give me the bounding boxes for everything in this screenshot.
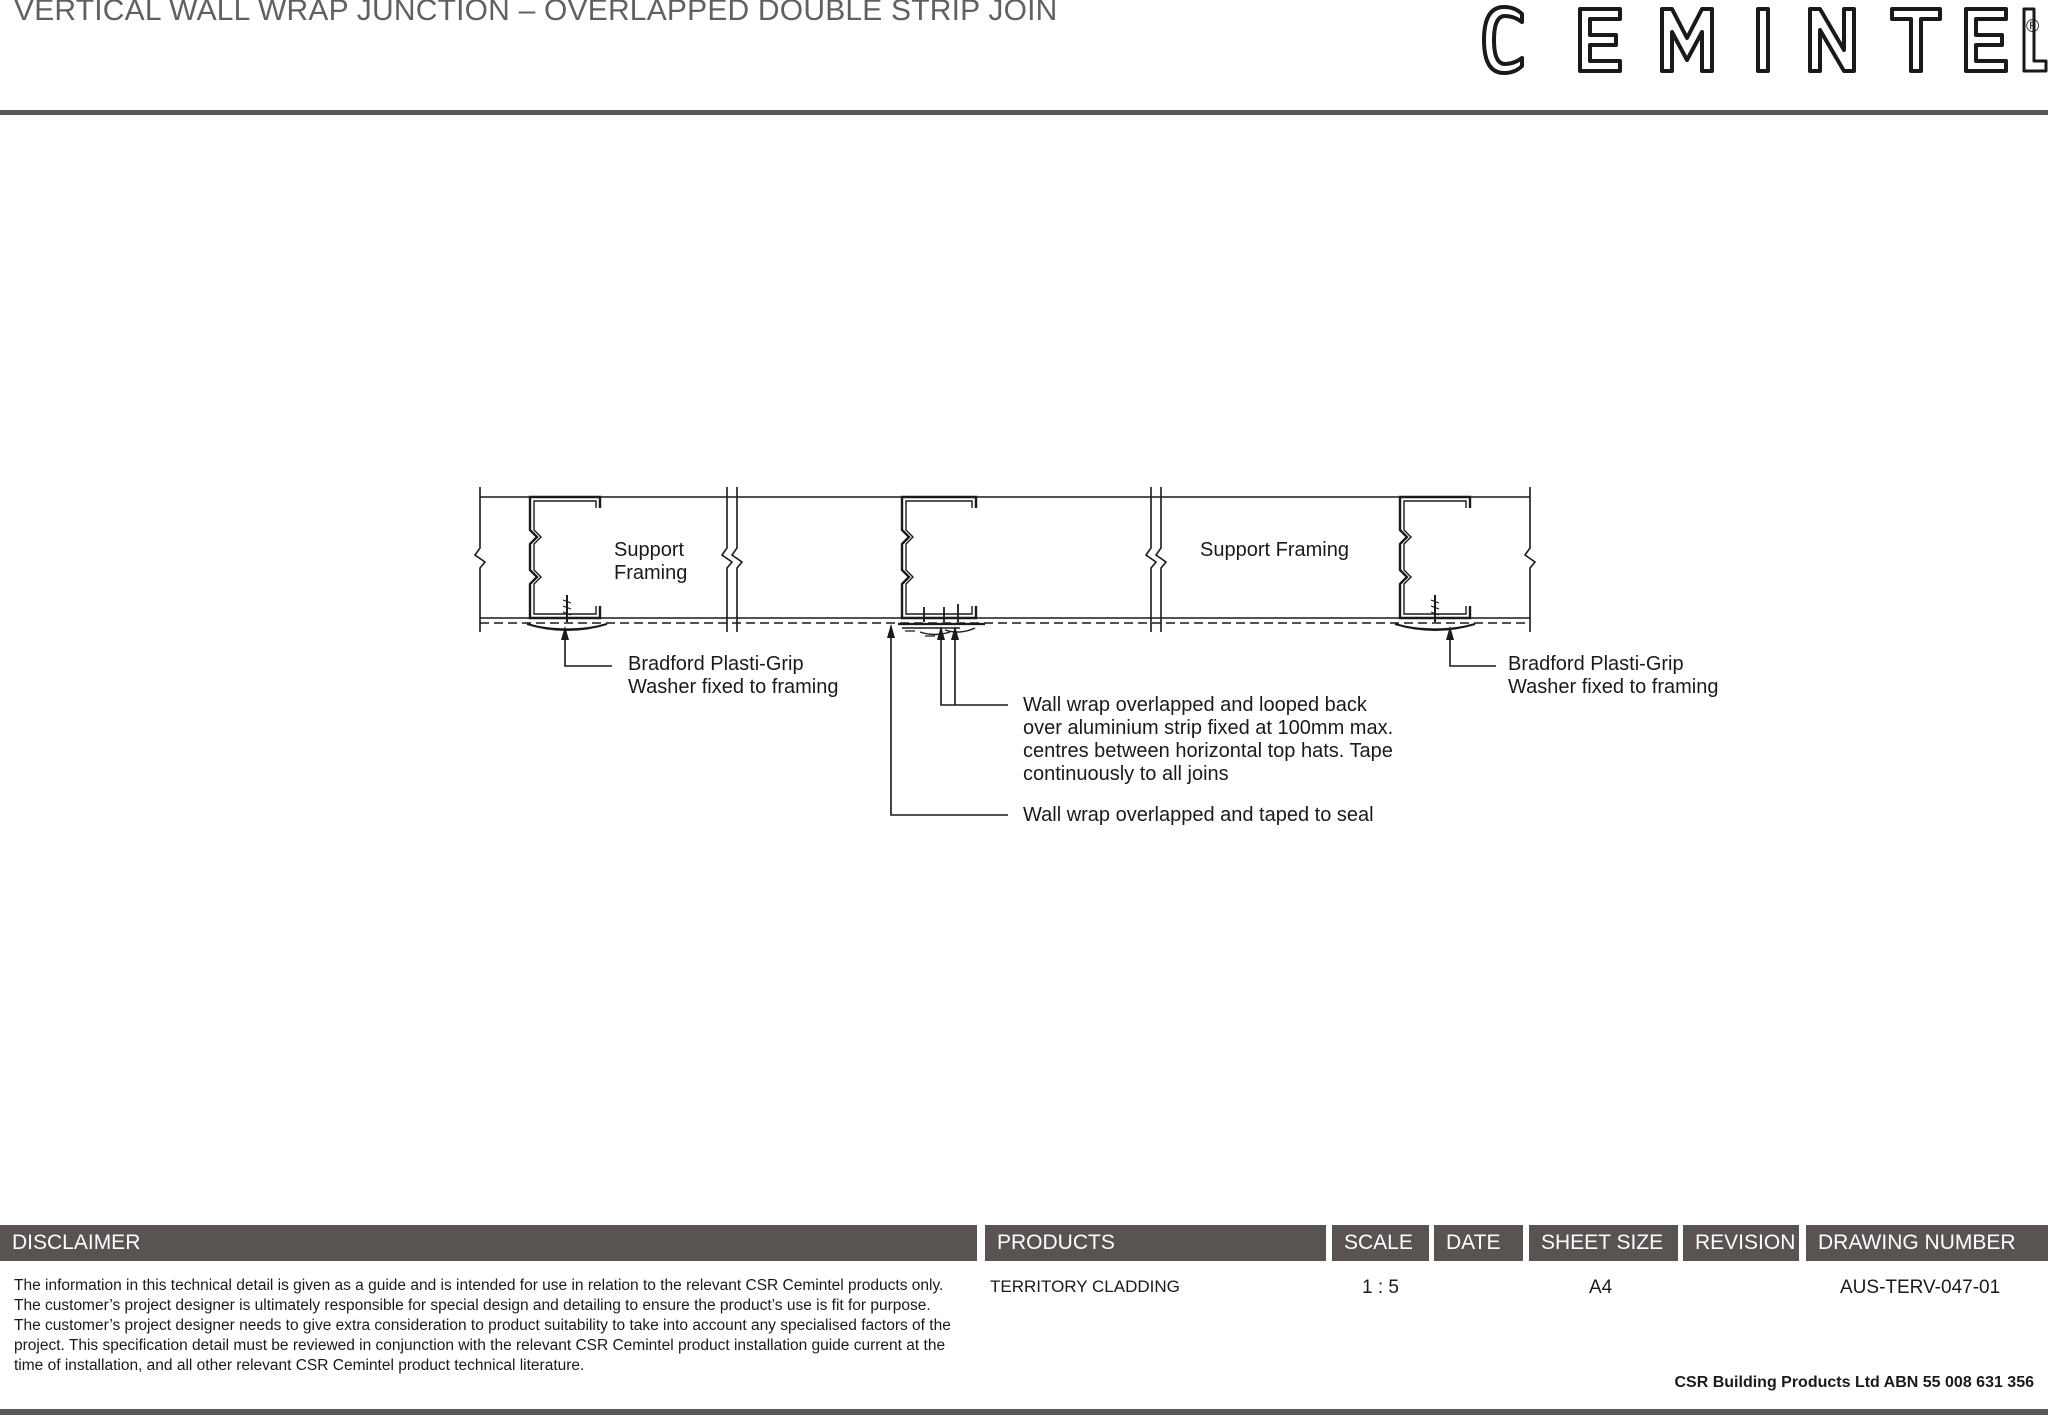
break-line-2a (1146, 487, 1156, 632)
products-value: TERRITORY CLADDING (990, 1277, 1180, 1296)
sheet-size-value: A4 (1589, 1277, 1613, 1298)
leader-washer-right (1450, 628, 1496, 666)
scale-value: 1 : 5 (1362, 1277, 1399, 1298)
header-revision: REVISION (1683, 1225, 1799, 1261)
header-scale: SCALE (1332, 1225, 1429, 1261)
header-date: DATE (1434, 1225, 1523, 1261)
break-line-right (1525, 487, 1535, 632)
header-products: PRODUCTS (985, 1225, 1326, 1261)
callout-taped-seal: Wall wrap overlapped and taped to seal (1023, 804, 1374, 826)
callout-washer-left: Bradford Plasti-Grip Washer fixed to framing (628, 653, 839, 698)
break-line-1a (722, 487, 732, 632)
channel-middle (902, 497, 976, 618)
channel-left (530, 497, 600, 618)
drawing-number-value: AUS-TERV-047-01 (1840, 1277, 2001, 1298)
header-sheet-size: SHEET SIZE (1529, 1225, 1678, 1261)
leader-looped (941, 628, 1008, 705)
break-line-2b (1156, 487, 1166, 632)
leader-washer-left (565, 628, 612, 666)
footer-rule (0, 1409, 2048, 1415)
label-support-framing-right: Support Framing (1200, 539, 1349, 561)
company-abn: CSR Building Products Ltd ABN 55 008 631 356 (1674, 1374, 2034, 1391)
callout-looped-strip: Wall wrap overlapped and looped back over aluminium strip fixed at 100mm max. centres between horizontal top hats. Tape continuously to all joins (1023, 694, 1394, 785)
drawing-title: VERTICAL WALL WRAP JUNCTION – OVERLAPPED DOUBLE STRIP JOIN (14, 0, 1058, 27)
header-disclaimer: DISCLAIMER (0, 1225, 977, 1261)
screw-left (527, 595, 607, 630)
callout-washer-right: Bradford Plasti-Grip Washer fixed to framing (1508, 653, 1719, 698)
label-support-framing-left: Support Framing (614, 539, 688, 584)
leader-taped (891, 626, 1008, 815)
registered-mark: ® (2026, 16, 2040, 36)
break-line-left (475, 487, 485, 632)
disclaimer-text: The information in this technical detail is given as a guide and is intended for use in relation to the relevant CSR Cemintel products only. The customer’s project designer is ultimately responsible for special design and detailing to ensure the product’s use is fit for purpose. The customer’s project designer needs to give extra consideration to product suitability to take into account any specialised factors of the project. This specification detail must be reviewed in conjunction with the relevant CSR Cemintel product installation guide current at the time of installation, and all other relevant CSR Cemintel product technical literature. (14, 1277, 951, 1374)
break-line-1b (732, 487, 742, 632)
screw-right (1395, 595, 1475, 630)
header-drawing-number: DRAWING NUMBER (1806, 1225, 2048, 1261)
